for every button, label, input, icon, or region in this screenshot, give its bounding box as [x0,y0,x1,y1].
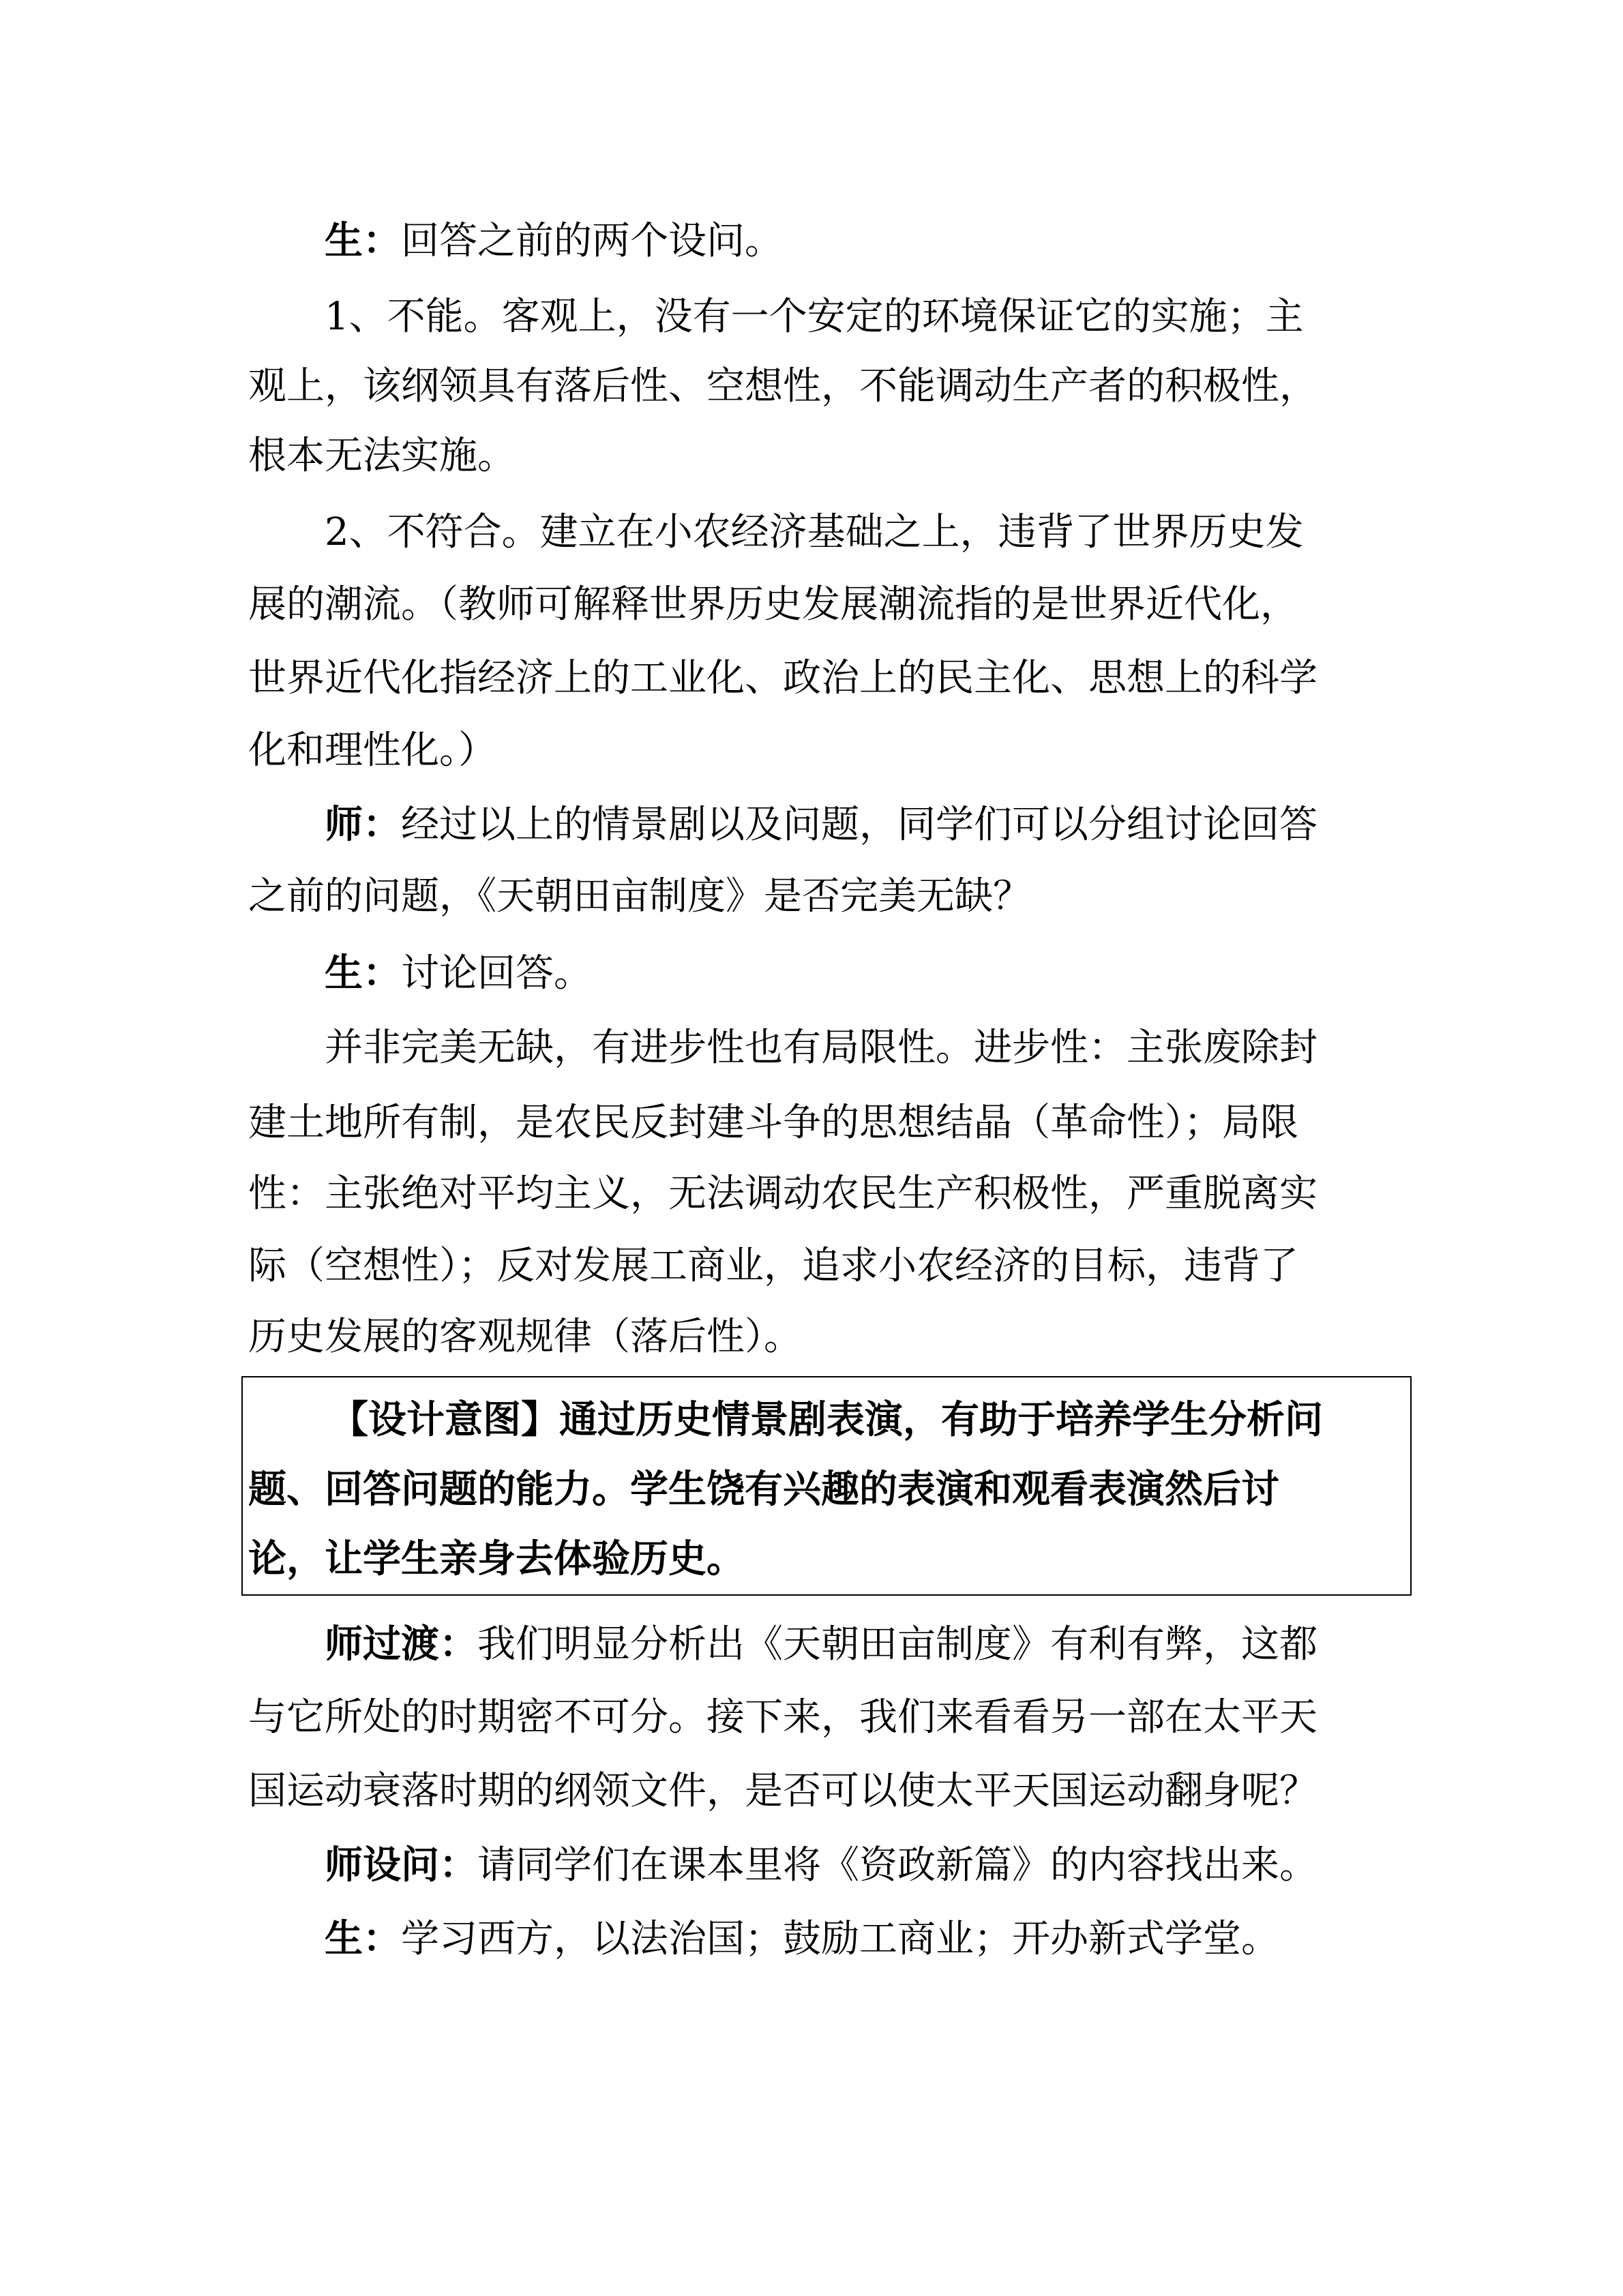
paragraph-line: 与它所处的时期密不可分。接下来，我们来看看另一部在太平天 [248,1695,1317,1740]
paragraph-line [325,1915,1279,1963]
paragraph-line: 际（空想性）；反对发展工商业，追求小农经济的目标，违背了 [248,1244,1298,1288]
speaker-label: 师： [325,802,401,847]
design-intent-line: 题、回答问题的能力。学生饶有兴趣的表演和观看表演然后讨 [248,1467,1279,1512]
paragraph-line [325,217,783,265]
paragraph-line: 之前的问题，《天朝田亩制度》是否完美无缺？ [248,874,1031,919]
paragraph-line: 世界近代化指经济上的工业化、政治上的民主化、思想上的科学 [248,656,1317,700]
paragraph-line [325,1841,1317,1890]
paragraph-line: 并非完美无缺，有进步性也有局限性。进步性：主张废除封 [325,1026,1317,1070]
paragraph-line: 展的潮流。（教师可解释世界历史发展潮流指的是世界近代化， [248,582,1298,627]
speaker-label: 生： [325,951,401,996]
speaker-label: 生： [325,218,401,263]
paragraph-line: 化和理性化。） [248,728,496,773]
paragraph-line [325,949,592,998]
speaker-label: 师过渡： [325,1622,477,1667]
paragraph-text: 经过以上的情景剧以及问题，同学们可以分组讨论回答 [401,803,1317,847]
paragraph-text: 请同学们在课本里将《资政新篇》的内容找出来。 [477,1843,1317,1888]
speaker-label: 生： [325,1916,401,1961]
paragraph-line: 观上，该纲领具有落后性、空想性，不能调动生产者的积极性， [248,364,1317,408]
paragraph-line: 历史发展的客观规律（落后性）。 [248,1315,802,1359]
design-intent-line: 【设计意图】通过历史情景剧表演，有助于培养学生分析问 [330,1398,1323,1442]
paragraph-line: 建土地所有制，是农民反封建斗争的思想结晶（革命性）；局限 [248,1101,1298,1145]
paragraph-line: 1、不能。客观上，没有一个安定的环境保证它的实施；主 [325,295,1304,339]
paragraph-text: 我们明显分析出《天朝田亩制度》有利有弊，这都 [477,1622,1317,1667]
paragraph-line [325,1620,1317,1669]
design-intent-line: 论，让学生亲身去体验历史。 [248,1537,745,1581]
paragraph-line: 国运动衰落时期的纲领文件，是否可以使太平天国运动翻身呢？ [248,1769,1317,1813]
paragraph-line: 性：主张绝对平均主义，无法调动农民生产积极性，严重脱离实 [248,1172,1317,1216]
paragraph-line [325,801,1317,849]
paragraph-line: 根本无法实施。 [248,434,516,478]
paragraph-line: 2、不符合。建立在小农经济基础之上，违背了世界历史发 [325,510,1304,554]
paragraph-text: 回答之前的两个设问。 [401,219,783,263]
design-intent-content [241,1376,1412,1596]
speaker-label: 师设问： [325,1843,477,1888]
paragraph-text: 讨论回答。 [401,951,592,996]
paragraph-text: 学习西方，以法治国；鼓励工商业；开办新式学堂。 [401,1917,1279,1961]
